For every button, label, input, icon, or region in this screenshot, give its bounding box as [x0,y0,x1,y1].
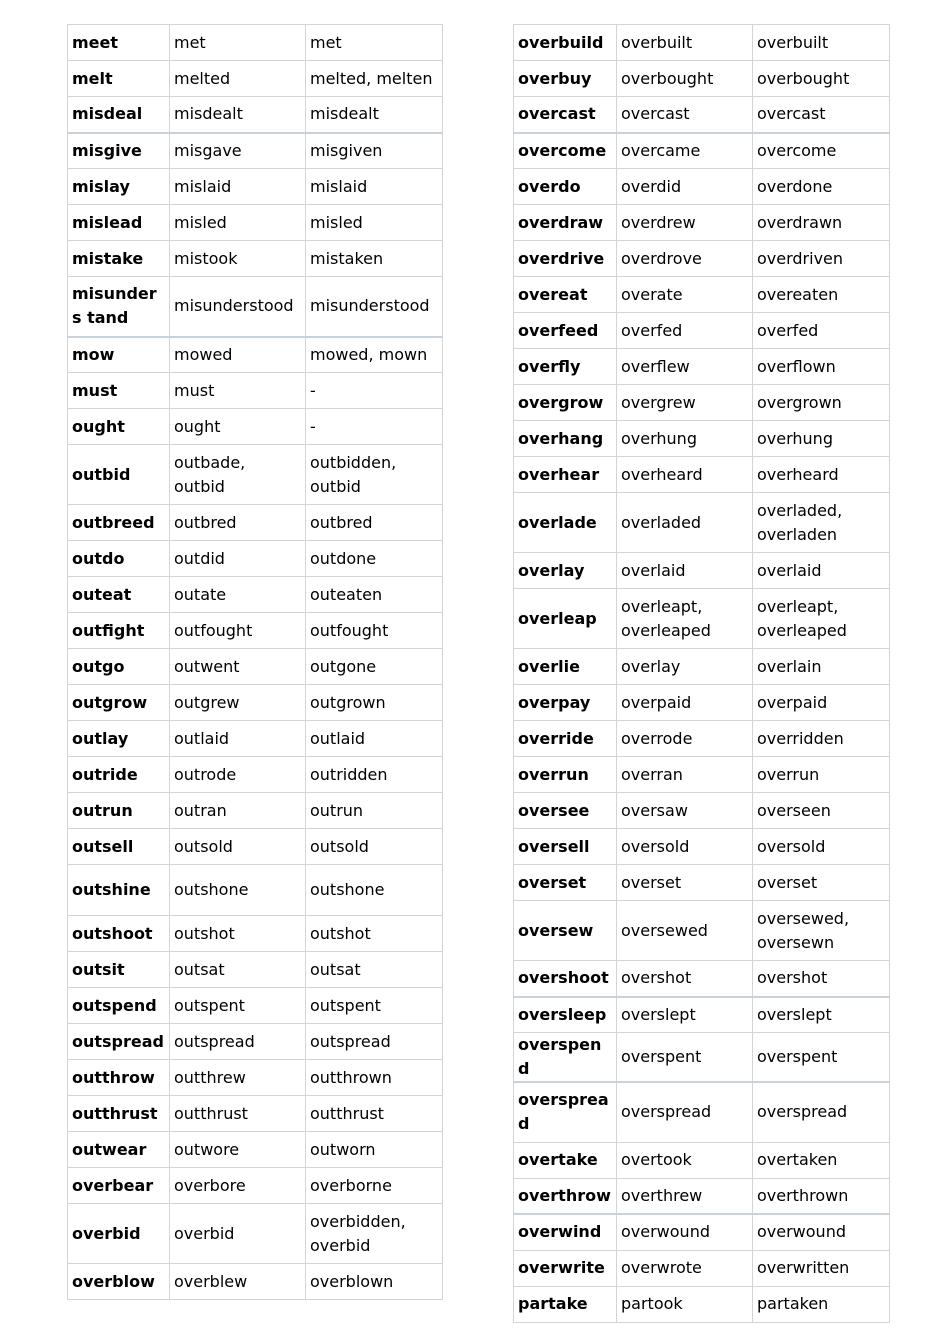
base-form-cell: outride [68,757,170,793]
base-form-cell: overpay [514,685,617,721]
verb-row [514,313,890,349]
verb-row [68,445,443,505]
past-simple-cell: overblew [170,1264,306,1300]
past-participle-cell: outlaid [306,721,443,757]
past-simple-cell: melted [170,61,306,97]
base-form-cell: misdeal [68,97,170,133]
verb-row [514,901,890,961]
base-form-cell: outlay [68,721,170,757]
verb-row [68,97,443,133]
past-participle-cell: misunderstood [306,277,443,337]
verb-row [68,1168,443,1204]
verb-row [514,205,890,241]
base-form-cell: outshine [68,865,170,916]
verb-row [68,25,443,61]
verb-row [68,1204,443,1264]
base-form-cell: outbid [68,445,170,505]
base-form-cell: overshoot [514,961,617,997]
verb-row [68,1024,443,1060]
verb-row [514,1142,890,1178]
base-form-cell: outthrow [68,1060,170,1096]
verb-row [514,61,890,97]
base-form-cell: oversee [514,793,617,829]
past-participle-cell: oversold [753,829,890,865]
verb-row [514,685,890,721]
base-form-cell: overtake [514,1142,617,1178]
past-participle-cell: outspread [306,1024,443,1060]
past-participle-cell: outshot [306,916,443,952]
past-participle-cell: mowed, mown [306,337,443,373]
verb-row [514,1082,890,1142]
past-participle-cell: overspent [753,1033,890,1083]
verb-row [514,829,890,865]
past-simple-cell: overdrove [617,241,753,277]
past-simple-cell: mowed [170,337,306,373]
past-participle-cell: outeaten [306,577,443,613]
past-simple-cell: overwrote [617,1250,753,1286]
past-participle-cell: overhung [753,421,890,457]
past-participle-cell: overwound [753,1214,890,1250]
base-form-cell: overbear [68,1168,170,1204]
verb-row [68,337,443,373]
past-participle-cell: overgrown [753,385,890,421]
past-participle-cell: overspread [753,1082,890,1142]
past-participle-cell: outdone [306,541,443,577]
past-simple-cell: mistook [170,241,306,277]
verb-row [68,133,443,169]
past-participle-cell: partaken [753,1286,890,1322]
past-simple-cell: outsat [170,952,306,988]
verb-row [68,865,443,916]
past-simple-cell: overladed [617,493,753,553]
past-simple-cell: misgave [170,133,306,169]
past-participle-cell: overcome [753,133,890,169]
past-participle-cell: overlaid [753,553,890,589]
base-form-cell: outthrust [68,1096,170,1132]
verb-row [514,757,890,793]
past-simple-cell: outshone [170,865,306,916]
verb-row [68,577,443,613]
past-simple-cell: overdid [617,169,753,205]
past-participle-cell: misdealt [306,97,443,133]
base-form-cell: overhang [514,421,617,457]
past-participle-cell: overseen [753,793,890,829]
past-simple-cell: outdid [170,541,306,577]
base-form-cell: outsell [68,829,170,865]
past-simple-cell: overcame [617,133,753,169]
past-participle-cell: - [306,409,443,445]
verb-row [68,793,443,829]
past-simple-cell: overthrew [617,1178,753,1214]
past-simple-cell: overfed [617,313,753,349]
base-form-cell: misgive [68,133,170,169]
past-simple-cell: overspent [617,1033,753,1083]
verb-row [68,916,443,952]
verb-row [68,829,443,865]
past-simple-cell: met [170,25,306,61]
base-form-cell: overbuy [514,61,617,97]
base-form-cell: overdraw [514,205,617,241]
verb-row [68,1264,443,1300]
verb-row [514,169,890,205]
past-simple-cell: outsold [170,829,306,865]
base-form-cell: outgrow [68,685,170,721]
past-simple-cell: outgrew [170,685,306,721]
past-simple-cell: outate [170,577,306,613]
verb-row [514,1250,890,1286]
base-form-cell: ought [68,409,170,445]
base-form-cell: mistake [68,241,170,277]
verb-row [514,865,890,901]
verb-row [514,133,890,169]
base-form-cell: mislead [68,205,170,241]
verb-row [68,1132,443,1168]
past-simple-cell: overshot [617,961,753,997]
base-form-cell: outbreed [68,505,170,541]
past-simple-cell: overbuilt [617,25,753,61]
past-simple-cell: outrode [170,757,306,793]
past-participle-cell: outsold [306,829,443,865]
verb-row [514,1214,890,1250]
past-participle-cell: outshone [306,865,443,916]
verb-row [68,241,443,277]
past-simple-cell: outthrust [170,1096,306,1132]
verb-row [68,757,443,793]
verb-row [68,505,443,541]
past-participle-cell: mistaken [306,241,443,277]
past-participle-cell: misled [306,205,443,241]
verb-row [68,721,443,757]
base-form-cell: mislay [68,169,170,205]
past-participle-cell: overwritten [753,1250,890,1286]
past-simple-cell: oversewed [617,901,753,961]
base-form-cell: outshoot [68,916,170,952]
base-form-cell: must [68,373,170,409]
verb-row [68,1096,443,1132]
past-simple-cell: overlaid [617,553,753,589]
base-form-cell: overfly [514,349,617,385]
past-participle-cell: outgone [306,649,443,685]
past-simple-cell: outshot [170,916,306,952]
past-participle-cell: outsat [306,952,443,988]
past-simple-cell: outbade, outbid [170,445,306,505]
past-participle-cell: overbuilt [753,25,890,61]
past-participle-cell: outbidden, outbid [306,445,443,505]
verb-row [514,997,890,1033]
past-simple-cell: outthrew [170,1060,306,1096]
verb-row [514,589,890,649]
past-participle-cell: outfought [306,613,443,649]
past-simple-cell: mislaid [170,169,306,205]
base-form-cell: overlay [514,553,617,589]
past-participle-cell: outgrown [306,685,443,721]
past-participle-cell: misgiven [306,133,443,169]
past-participle-cell: overblown [306,1264,443,1300]
base-form-cell: meet [68,25,170,61]
past-simple-cell: overdrew [617,205,753,241]
past-simple-cell: overtook [617,1142,753,1178]
verb-row [68,169,443,205]
verb-row [68,409,443,445]
past-simple-cell: outfought [170,613,306,649]
past-simple-cell: overgrew [617,385,753,421]
verb-row [68,1060,443,1096]
verb-row [514,1033,890,1083]
base-form-cell: override [514,721,617,757]
past-participle-cell: overshot [753,961,890,997]
verb-row [514,793,890,829]
base-form-cell: outwear [68,1132,170,1168]
verb-row [68,541,443,577]
past-participle-cell: overridden [753,721,890,757]
past-simple-cell: outwent [170,649,306,685]
past-participle-cell: outbred [306,505,443,541]
base-form-cell: overthrow [514,1178,617,1214]
verb-row [68,613,443,649]
verb-row [514,1286,890,1322]
base-form-cell: overspread [514,1082,617,1142]
base-form-cell: outgo [68,649,170,685]
verb-row [514,721,890,757]
past-simple-cell: misdealt [170,97,306,133]
base-form-cell: overspend [514,1033,617,1083]
past-simple-cell: outlaid [170,721,306,757]
base-form-cell: overcome [514,133,617,169]
base-form-cell: oversleep [514,997,617,1033]
verb-table-right [513,24,890,1323]
past-participle-cell: overeaten [753,277,890,313]
base-form-cell: overfeed [514,313,617,349]
past-participle-cell: overbidden, overbid [306,1204,443,1264]
past-participle-cell: outridden [306,757,443,793]
past-participle-cell: outspent [306,988,443,1024]
past-simple-cell: outspread [170,1024,306,1060]
past-participle-cell: overcast [753,97,890,133]
past-simple-cell: outspent [170,988,306,1024]
base-form-cell: outspend [68,988,170,1024]
base-form-cell: overdrive [514,241,617,277]
past-participle-cell: overset [753,865,890,901]
past-simple-cell: misled [170,205,306,241]
past-simple-cell: outran [170,793,306,829]
verb-row [68,205,443,241]
past-participle-cell: overfed [753,313,890,349]
past-participle-cell: outthrown [306,1060,443,1096]
past-participle-cell: overheard [753,457,890,493]
base-form-cell: overbuild [514,25,617,61]
past-participle-cell: overdrawn [753,205,890,241]
past-simple-cell: must [170,373,306,409]
past-participle-cell: overladed, overladen [753,493,890,553]
base-form-cell: overlie [514,649,617,685]
base-form-cell: oversew [514,901,617,961]
past-participle-cell: melted, melten [306,61,443,97]
past-simple-cell: overleapt, overleaped [617,589,753,649]
base-form-cell: overhear [514,457,617,493]
past-simple-cell: overrode [617,721,753,757]
verb-row [514,385,890,421]
past-simple-cell: oversaw [617,793,753,829]
verb-row [514,241,890,277]
verb-table-left [67,24,443,1300]
verb-row [514,553,890,589]
past-participle-cell: overslept [753,997,890,1033]
verb-row [514,649,890,685]
past-simple-cell: outbred [170,505,306,541]
past-simple-cell: overslept [617,997,753,1033]
verb-row [68,952,443,988]
verb-row [68,373,443,409]
past-participle-cell: outworn [306,1132,443,1168]
base-form-cell: oversell [514,829,617,865]
base-form-cell: overgrow [514,385,617,421]
verb-row [514,961,890,997]
past-simple-cell: overpaid [617,685,753,721]
base-form-cell: overwind [514,1214,617,1250]
verb-row [68,988,443,1024]
verb-row [68,277,443,337]
base-form-cell: overrun [514,757,617,793]
base-form-cell: overeat [514,277,617,313]
base-form-cell: outfight [68,613,170,649]
verb-row [514,277,890,313]
past-participle-cell: overleapt, overleaped [753,589,890,649]
past-simple-cell: overhung [617,421,753,457]
past-participle-cell: outthrust [306,1096,443,1132]
base-form-cell: overleap [514,589,617,649]
past-participle-cell: overthrown [753,1178,890,1214]
past-participle-cell: overborne [306,1168,443,1204]
verb-row [68,61,443,97]
past-simple-cell: misunderstood [170,277,306,337]
past-participle-cell: - [306,373,443,409]
past-participle-cell: overdriven [753,241,890,277]
past-simple-cell: overset [617,865,753,901]
verb-row [68,649,443,685]
past-simple-cell: overspread [617,1082,753,1142]
base-form-cell: partake [514,1286,617,1322]
base-form-cell: outrun [68,793,170,829]
base-form-cell: mow [68,337,170,373]
verb-row [68,685,443,721]
verb-row [514,493,890,553]
base-form-cell: overcast [514,97,617,133]
verb-row [514,421,890,457]
base-form-cell: overblow [68,1264,170,1300]
past-participle-cell: overtaken [753,1142,890,1178]
verb-row [514,1178,890,1214]
verb-row [514,25,890,61]
past-participle-cell: mislaid [306,169,443,205]
base-form-cell: overlade [514,493,617,553]
past-participle-cell: overrun [753,757,890,793]
verb-row [514,349,890,385]
base-form-cell: overwrite [514,1250,617,1286]
past-participle-cell: overlain [753,649,890,685]
verb-row [514,97,890,133]
base-form-cell: misunders tand [68,277,170,337]
past-simple-cell: overate [617,277,753,313]
base-form-cell: overbid [68,1204,170,1264]
past-simple-cell: oversold [617,829,753,865]
base-form-cell: overset [514,865,617,901]
past-simple-cell: overbought [617,61,753,97]
past-simple-cell: overcast [617,97,753,133]
base-form-cell: overdo [514,169,617,205]
past-participle-cell: overpaid [753,685,890,721]
past-simple-cell: outwore [170,1132,306,1168]
base-form-cell: outdo [68,541,170,577]
base-form-cell: outsit [68,952,170,988]
base-form-cell: outspread [68,1024,170,1060]
past-participle-cell: overdone [753,169,890,205]
past-simple-cell: overlay [617,649,753,685]
past-simple-cell: overflew [617,349,753,385]
past-participle-cell: met [306,25,443,61]
past-simple-cell: overbid [170,1204,306,1264]
past-simple-cell: overheard [617,457,753,493]
past-simple-cell: overbore [170,1168,306,1204]
past-simple-cell: overwound [617,1214,753,1250]
past-simple-cell: partook [617,1286,753,1322]
past-simple-cell: ought [170,409,306,445]
verb-row [514,457,890,493]
past-simple-cell: overran [617,757,753,793]
base-form-cell: melt [68,61,170,97]
past-participle-cell: overbought [753,61,890,97]
past-participle-cell: outrun [306,793,443,829]
past-participle-cell: oversewed, oversewn [753,901,890,961]
past-participle-cell: overflown [753,349,890,385]
base-form-cell: outeat [68,577,170,613]
